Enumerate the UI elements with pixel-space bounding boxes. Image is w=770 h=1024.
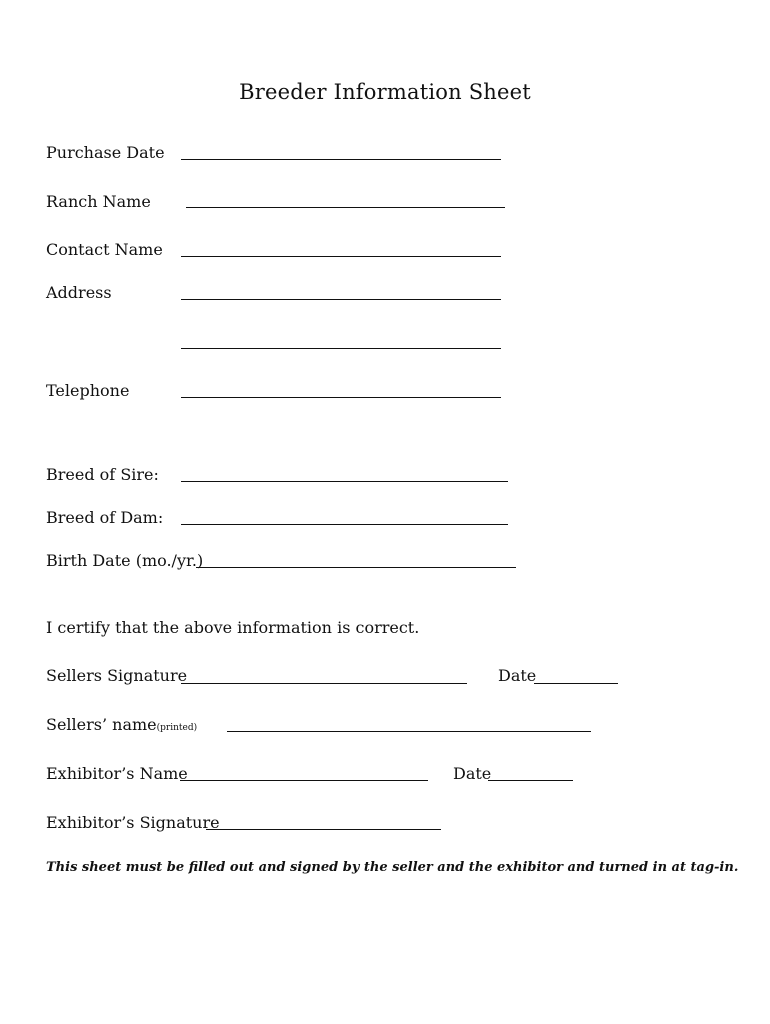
- sellers-name-text: Sellers’ name: [46, 715, 157, 734]
- sellers-signature-field[interactable]: [181, 683, 467, 684]
- address-label: Address: [46, 283, 112, 302]
- sellers-name-field[interactable]: [227, 731, 591, 732]
- ranch-name-label: Ranch Name: [46, 192, 151, 211]
- purchase-date-label: Purchase Date: [46, 143, 165, 162]
- birth-date-field[interactable]: [196, 567, 516, 568]
- contact-name-label: Contact Name: [46, 240, 163, 259]
- contact-name-field[interactable]: [181, 256, 501, 257]
- breed-of-dam-label: Breed of Dam:: [46, 508, 164, 527]
- sellers-name-label: [46, 715, 197, 734]
- purchase-date-field[interactable]: [181, 159, 501, 160]
- ranch-name-field[interactable]: [186, 207, 505, 208]
- exhibitors-name-label: Exhibitor’s Name: [46, 764, 188, 783]
- exhibitors-signature-label: Exhibitor’s Signature: [46, 813, 220, 832]
- breed-of-sire-label: Breed of Sire:: [46, 465, 159, 484]
- address-line-1-field[interactable]: [181, 299, 501, 300]
- sellers-date-label: Date: [498, 666, 537, 685]
- address-line-2-field[interactable]: [181, 348, 501, 349]
- telephone-label: Telephone: [46, 381, 130, 400]
- footer-instruction-note: This sheet must be filled out and signed by the seller and the exhibitor and turned in at tag-in.: [46, 860, 739, 875]
- breed-of-sire-field[interactable]: [181, 481, 508, 482]
- sellers-date-field[interactable]: [534, 683, 618, 684]
- breed-of-dam-field[interactable]: [181, 524, 508, 525]
- certification-text: I certify that the above information is correct.: [46, 618, 420, 637]
- exhibitors-signature-field[interactable]: [206, 829, 441, 830]
- exhibitors-name-field[interactable]: [180, 780, 428, 781]
- sellers-signature-label: Sellers Signature: [46, 666, 188, 685]
- telephone-field[interactable]: [181, 397, 501, 398]
- birth-date-label: Birth Date (mo./yr.): [46, 551, 204, 570]
- sellers-name-printed-note: (printed): [156, 723, 198, 733]
- exhibitor-date-label: Date: [453, 764, 492, 783]
- exhibitor-date-field[interactable]: [488, 780, 573, 781]
- page-title: Breeder Information Sheet: [239, 80, 531, 104]
